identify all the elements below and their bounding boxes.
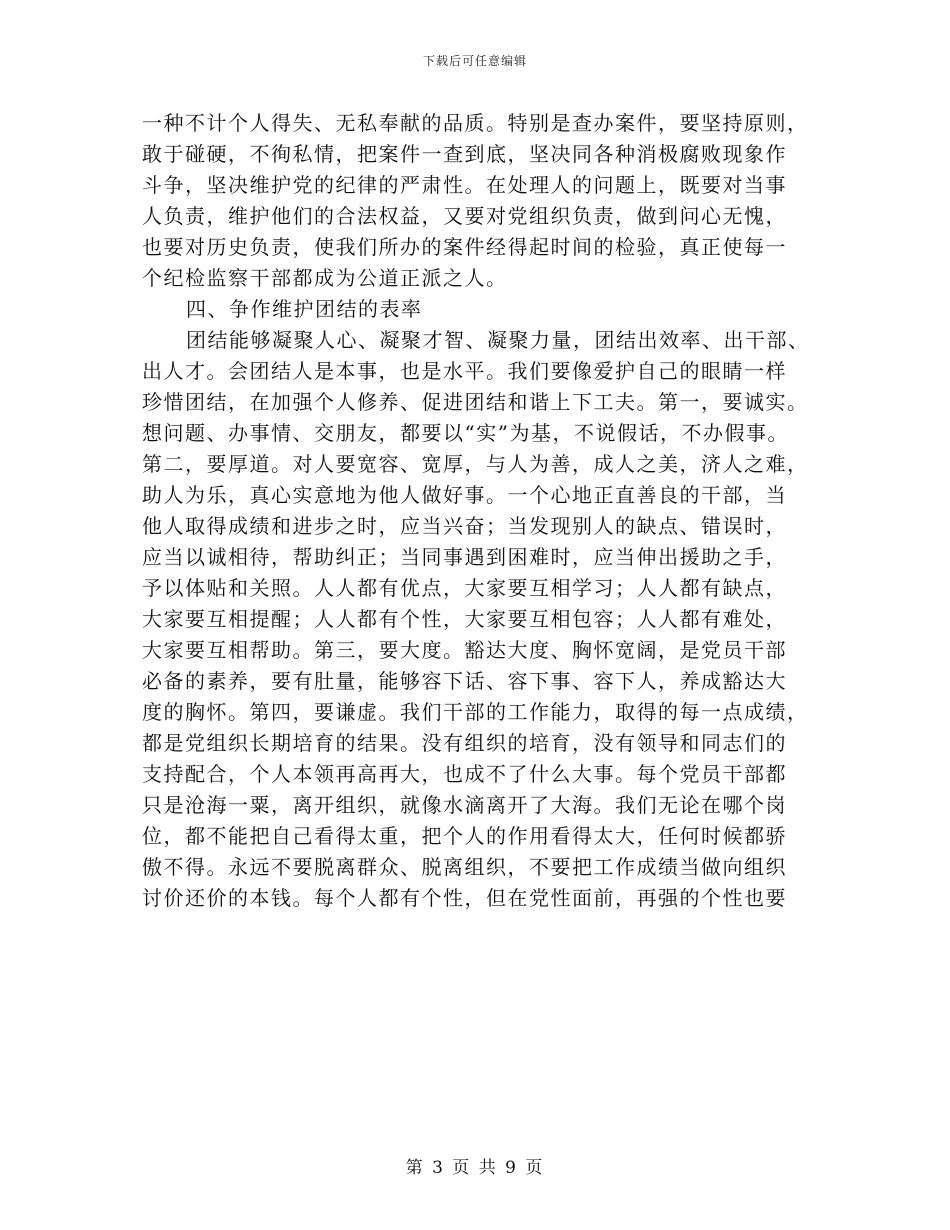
text-line: 应当以诚相待，帮助纠正；当同事遇到困难时，应当伸出援助之手， bbox=[142, 545, 787, 569]
text-line: 位，都不能把自己看得太重，把个人的作用看得太大，任何时候都骄 bbox=[142, 824, 787, 848]
text-line: 敢于碰硬，不徇私情，把案件一查到底，坚决同各种消极腐败现象作 bbox=[142, 142, 787, 166]
text-line: 想问题、办事情、交朋友，都要以“实”为基，不说假话，不办假事。 bbox=[142, 421, 789, 445]
text-line: 团结能够凝聚人心、凝聚才智、凝聚力量，团结出效率、出干部、 bbox=[186, 328, 810, 352]
text-line: 大家要互相提醒；人人都有个性，大家要互相包容；人人都有难处， bbox=[142, 607, 787, 631]
text-line: 个纪检监察干部都成为公道正派之人。 bbox=[142, 266, 508, 290]
text-line: 也要对历史负责，使我们所办的案件经得起时间的检验，真正使每一 bbox=[142, 235, 787, 259]
text-line: 人负责，维护他们的合法权益，又要对党组织负责，做到问心无愧， bbox=[142, 204, 787, 228]
text-line: 支持配合，个人本领再高再大，也成不了什么大事。每个党员干部都 bbox=[142, 762, 787, 786]
text-line: 他人取得成绩和进步之时，应当兴奋；当发现别人的缺点、错误时， bbox=[142, 514, 787, 538]
text-line: 只是沧海一粟，离开组织，就像水滴离开了大海。我们无论在哪个岗 bbox=[142, 793, 787, 817]
text-line: 斗争，坚决维护党的纪律的严肃性。在处理人的问题上，既要对当事 bbox=[142, 173, 787, 197]
text-line: 度的胸怀。第四，要谦虚。我们干部的工作能力，取得的每一点成绩， bbox=[142, 700, 809, 724]
text-line: 大家要互相帮助。第三，要大度。豁达大度、胸怀宽阔，是党员干部 bbox=[142, 638, 787, 662]
text-line: 出人才。会团结人是本事，也是水平。我们要像爱护自己的眼睛一样 bbox=[142, 359, 787, 383]
text-line: 必备的素养，要有肚量，能够容下话、容下事、容下人，养成豁达大 bbox=[142, 669, 787, 693]
page-number: 第 3 页 共 9 页 bbox=[405, 1158, 545, 1178]
page-header-note: 下载后可任意编辑 bbox=[422, 54, 527, 68]
text-line: 助人为乐，真心实意地为他人做好事。一个心地正直善良的干部，当 bbox=[142, 483, 787, 507]
text-line: 第二，要厚道。对人要宽容、宽厚，与人为善，成人之美，济人之难， bbox=[142, 452, 809, 476]
text-line: 予以体贴和关照。人人都有优点，大家要互相学习；人人都有缺点， bbox=[142, 576, 787, 600]
text-line: 都是党组织长期培育的结果。没有组织的培育，没有领导和同志们的 bbox=[142, 731, 787, 755]
text-line: 一种不计个人得失、无私奉献的品质。特别是查办案件，要坚持原则， bbox=[142, 111, 809, 135]
text-line: 讨价还价的本钱。每个人都有个性，但在党性面前，再强的个性也要 bbox=[142, 886, 787, 910]
text-line: 珍惜团结，在加强个人修养、促进团结和谐上下工夫。第一，要诚实。 bbox=[142, 390, 809, 414]
text-line: 傲不得。永远不要脱离群众、脱离组织，不要把工作成绩当做向组织 bbox=[142, 855, 787, 879]
document-body bbox=[142, 108, 822, 914]
section-heading: 四、争作维护团结的表率 bbox=[186, 297, 423, 321]
